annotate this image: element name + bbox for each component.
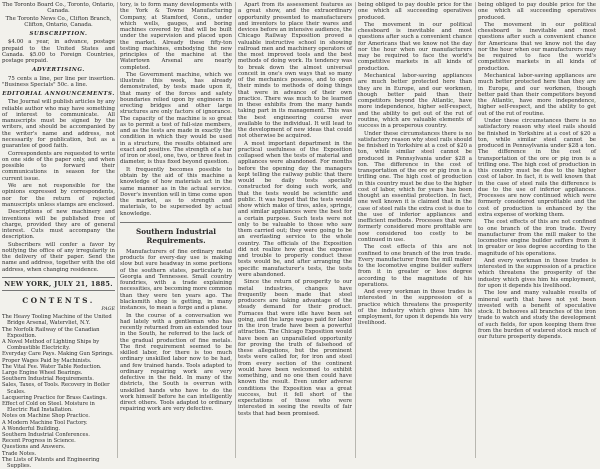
dateline: NEW YORK, JULY 21, 1885.: [2, 277, 115, 291]
article-para: And every workman in those trades is interested in the suppression of a practice which threatens the prosperity of the industry which gives him his employment, for upon it depends his livelihood.: [478, 257, 596, 289]
contents-list: [2, 314, 115, 469]
section-title: Southern Industrial Requirements.: [120, 222, 232, 245]
article-para: Manufacturers of fine ordinary metal products for every-day use is making slow but sure headway in some portions of the southern states, particularly in Georgia and Tennessee. Small country foundries, with a trade explaining necessities, are becoming more common than they were ten years ago. The blacksmith shop is getting, in many instances, to mean a forge and a plane.: [120, 248, 232, 312]
advertising-heading: ADVERTISING.: [32, 67, 85, 74]
column-divider: [117, 2, 118, 458]
article-para: The movement in our political chessboard is inevitable and most questions after such a convenient chance for Americans that we know not the day nor the hour when our manufacturers may be required to face the world's competitive markets in all kinds of production.: [358, 21, 472, 72]
contents-item[interactable]: Southern Industrial Conferences.: [2, 432, 90, 439]
editorial-para: Descriptions of new machinery and inventions will be published free of charge, provided they are of general interest. Cuts must accompany the description.: [2, 209, 115, 241]
advertising-text: 75 cents a line, per line per insertion. "Business Specials" 50c. a line.: [2, 75, 115, 88]
column-2: [120, 2, 232, 460]
contents-item[interactable]: Everyday Care Pays. Making Gun Springs.: [2, 351, 114, 358]
contents-item[interactable]: Large Engine Wheel Bearings.: [2, 370, 83, 377]
editorial-para: We are not responsible for the opinions expressed by correspondents, nor for the return of rejected manuscripts unless stamps are enclosed.: [2, 183, 115, 208]
contents-title: CONTENTS.: [22, 295, 95, 305]
contents-item[interactable]: Lacquering Practice for Brass Castings.: [2, 394, 107, 401]
article-para: The Government machine, which we illustrate this week, has already demonstrated, by tests made upon it, that many of the forces and safety boundaries relied upon by engineers in erecting bridges and other large structures are only factors of ignorance. The capacity of the machine is so great as to permit a test of full-size members, and as the tests are made in exactly the condition in which they would be used in a structure, the results obtained are exact and positive. The strength of a bar of iron or steel, one, two, or three feet in diameter, is thus fixed beyond question.: [120, 71, 232, 166]
contents-item[interactable]: Trade Notes.: [2, 450, 37, 457]
article-para: The movement in our political chessboard is inevitable and most questions after such a convenient chance for Americans that we know not the day nor the hour when our manufacturers may be required to face the world's competitive markets in all kinds of production.: [478, 21, 596, 72]
column-divider: [235, 2, 236, 458]
contents-item[interactable]: A Wonderful Building.: [2, 425, 61, 432]
contents-item[interactable]: The Vital Fee. Water Table Reduction.: [2, 363, 102, 370]
contents-item[interactable]: The Lists of Patents and Engineering Supplies.: [2, 456, 100, 469]
editorial-heading: EDITORIAL ANNOUNCEMENTS.: [2, 91, 115, 98]
article-para: Mechanical labor-saving appliances are much better protected here than they are in Europe, and our workmen, though better paid than their competitors beyond the Atlantic, have more independence, higher self-respect, and the ability to get out of the rut of routine, which are valuable elements of success in a prosperous country.: [358, 73, 472, 130]
contents-item[interactable]: Recent Progress in Science.: [2, 438, 76, 445]
contents-item[interactable]: The Norfolk Railway of the Canadian Exposition.: [2, 326, 100, 339]
article-para: tory, is to form many developments with the York & Towne Manufacturing Company, at Stamford, Conn., under which wells, gauges, and boring machines covered by that will be built under the supervision and placed upon the market. Already these fifty-ton testing machines, embodying the new principles of the machine at the Watertown Arsenal are nearly completed.: [120, 2, 232, 71]
column-4: [358, 2, 472, 460]
contents-item[interactable]: Proper Wages Paid by Machinists.: [2, 357, 92, 364]
editorial-para: The Journal will publish articles by any reliable author who may have something of interest to communicate. All manuscripts must be signed by the writers, and should be accompanied by the writer's name and address, not necessarily for publication, but as a guarantee of good faith.: [2, 99, 115, 150]
column-1: [2, 2, 115, 469]
contents-page-label: PAGE: [101, 306, 115, 312]
contents-item[interactable]: The Heavy Tooling Machine of the United Bridge Arsenal, Watervliet, N.Y.: [2, 314, 112, 327]
article-para: Apart from its assessment features as a great show, and the extraordinary opportunity presented to manufacturers and inventors to place their wares and devices before an intensive audience, the Chicago Railway Exposition proved a valuable instructive school in showing railroad men and machinery operators of the most improved tools and the best methods of doing work. Its tendency was to break down the almost universal conceit in one's own ways that so many of the mechanics possess, and to open their minds to methods of doing things that were in advance of their own practice. There was much to be learned in these exhibits from the many hands taking part in its management. This was the best engineering course ever available to the individual. It will lead to the development of new ideas that could not otherwise be acquired.: [238, 2, 352, 140]
article-para: Since the return of prosperity to our metal industries, changes have frequently been made that steel producers are taking advantage of the steady demand for their product. Furnaces that were idle have been set going, and the large wages paid for labor in the iron trade have been a powerful attraction. The Chicago Exposition would have been an unparalleled opportunity for proving the truth of falsehood of these allegations, but the prominent tests were called for, for iron and steel from every section of the continent would have been welcomed to exhibit something, and no one then could have known the result. Even under adverse conditions the Exposition was a great success, but it fell short of the expectations of those who were interested in seeing the results of fair tests that had been promised.: [238, 279, 352, 417]
article-para: A most important department in the practical usefulness of the Exposition collapsed when the tests of material and appliances were abandoned. For months before the opening day the managers kept telling the railway public that there would be daily tests specially constructed for doing such work, and that the tests would be scientific and public. It was hoped that the tests would show which make of tires, axles, springs, and similar appliances were the best for a certain purpose. Such tests were not only to be valuable to those who saw them carried out; they were going to be an everlasting service to the whole country. The officials of the Exposition did not realize how great the expense and trouble to properly conduct these tests would be, and after arranging the specific manufacturer's tests, the tests were abandoned.: [238, 140, 352, 278]
article-para: In the course of a conversation we had lately with a gentleman who has recently returned from an extended tour in the South, he referred to the lack of the gradual production of fine metals. The first requirement seemed to be skilled labor, for there is too much ordinary unskilled labor now to be had, and few trained hands. Tools adapted to ordinary repairing work are very defective in the field. In many of the districts, the South is overrun with unskilled hands who have to do the work himself before he can intelligently direct others. Tools adapted to ordinary repairing work are very defective.: [120, 312, 232, 413]
contents-item[interactable]: A Novel Method of Lighting Ships by Combustible Electricity.: [2, 339, 100, 352]
article-para: being obliged to pay double price for the one which all succeeding operatives produced.: [358, 2, 472, 21]
subscription-text: $4.00 a year, in advance, postage prepaid to the United States and Canada. $5.00 to Foreign Countries, postage prepaid.: [2, 39, 115, 65]
contents-item[interactable]: A Modern Machine Tool Factory.: [2, 419, 88, 426]
article-para: And every workman in those trades is interested in the suppression of a practice which threatens the prosperity of the industry which gives him his employment, for upon it depends his very livelihood.: [358, 289, 472, 327]
column-divider: [475, 2, 476, 458]
contents-item[interactable]: Notes on Machine Shop Practice.: [2, 413, 90, 420]
column-3: [238, 2, 352, 460]
address-line: The Toronto News Co., Clifton Branch, Clifton, Ontario, Canada.: [5, 15, 112, 28]
article-para: The cost effects of this are not confined to one branch of the iron trade. Every manufacturer from the mill maker to the locomotive engine builder suffers from it in greater or less degree according to the magnitude of his operations.: [358, 244, 472, 288]
article-para: Under these circumstances there is no satisfactory reason why steel rails should be finished in Yorkshire at a cost of $20 a ton, while similar steel cannot be produced in Pennsylvania under $28 a ton. The difference in the cost of transportation of the ore or pig iron is a trifling one. The high cost of production in this country must be due to the higher cost of labor. In fact, it is well known that in the case of steel rails the difference is due to the use of inferior appliances. Processes are now continued which were formerly considered unprofitable and the cost of production is enhanced by the extra expense of working them.: [478, 118, 596, 218]
contents-item[interactable]: Effect of Cold on Steel. Moisture in Electric Rail Installation.: [2, 401, 95, 414]
article-para: Under these circumstances there is no satisfactory reason why steel rails should be finished in Yorkshire at a cost of $20 a ton, while similar steel cannot be produced in Pennsylvania under $28 a ton. The difference in the cost of transportation of the ore or pig iron is a trifling one. The high cost of production in this country must be due to the higher cost of labor, which for years has been thought an essential protection. In fact, one well known it is claimed that in the case of steel rails the extra cost is due to the use of inferior appliances and inefficient methods. Processes that were formerly considered more profitable are now considered too costly to be continued in use.: [358, 130, 472, 243]
column-5: [478, 2, 596, 460]
article-para: being obliged to pay double price for the one which all succeeding operatives produced.: [478, 2, 596, 21]
article-para: The cost effects of this are not confined to one branch of the iron trade. Every manufacturer from the mill maker to the locomotive engine builder suffers from it in greater or less degree according to the magnitude of his operations.: [478, 219, 596, 257]
contents-item[interactable]: Sales, Taxes, of Tools. Recovery in Boiler Scales.: [2, 382, 110, 395]
column-divider: [355, 2, 356, 458]
editorial-para: Subscribers will confer a favor by notifying the office of any irregularity in the delivery of their paper. Send the name and address, together with the old address, when changing residence.: [2, 241, 115, 273]
article-para: Mechanical labor-saving appliances are much better protected here than they are in Europe, and our workmen, though better paid than their competitors beyond the Atlantic, have more independence, higher self-respect, and the ability to get out of the rut of routine.: [478, 73, 596, 117]
address-line: The Toronto Board Co., Toronto, Ontario, Canada.: [2, 2, 115, 15]
editorial-para: Correspondents are requested to write on one side of the paper only, and when possible to forward their communications in season for the current issue.: [2, 150, 115, 182]
article-para: It frequently becomes possible to obtain by the aid of this machine a knowledge of how materials act in the same manner as in the actual service. Dover's invention will in time come upon the market, as to strength and materials, to be superseded by actual knowledge.: [120, 166, 232, 217]
subscription-heading: SUBSCRIPTION.: [29, 31, 88, 38]
article-para: The low and many valuable results of mineral earth that have not yet been invested with a benefit of speculative stock. It behooves all branches of the iron trade to watch and study the development of such fields, for upon keeping them free from the burden of watered stock much of our future prosperity depends.: [478, 290, 596, 341]
contents-item[interactable]: Questions and Answers.: [2, 444, 66, 451]
contents-item[interactable]: Southern Industrial Requirements.: [2, 376, 94, 383]
